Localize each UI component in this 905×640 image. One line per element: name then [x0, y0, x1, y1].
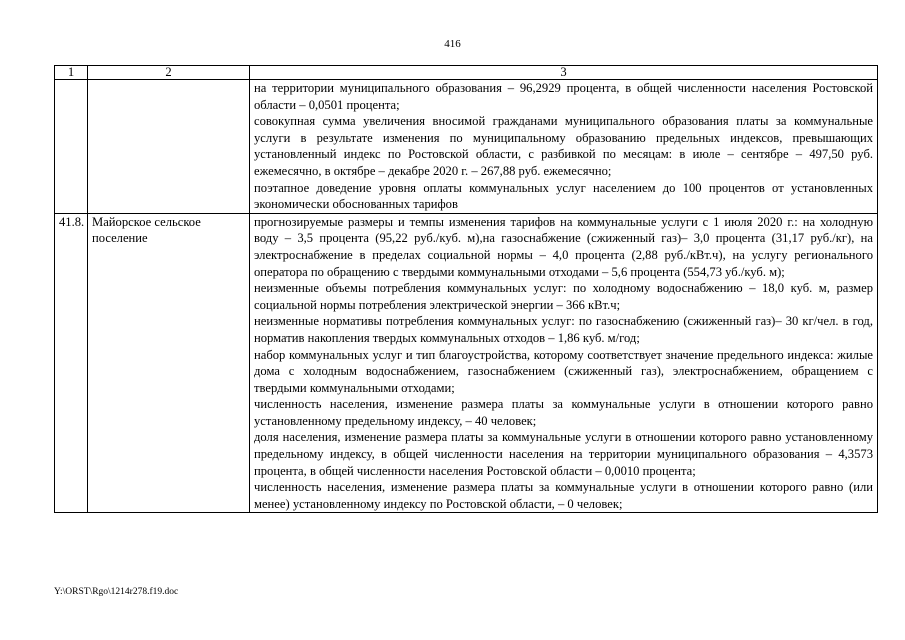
column-header-2: 2	[88, 66, 250, 80]
content-paragraph: численность населения, изменение размера платы за коммунальные услуги в отношении которого равно (или менее) установленному индексу по Ростовской области, – 0 человек;	[254, 480, 873, 511]
content-paragraph: доля населения, изменение размера платы за коммунальные услуги в отношении которого равно установленному предельному индексу, в общей численности населения на территории муниципального образования – 4,3573 процента, в общей численности населения Ростовской области – 0,0010 процента;	[254, 430, 873, 478]
table-header-row	[55, 66, 878, 80]
document-table	[54, 65, 878, 513]
row-content-cell	[250, 80, 878, 214]
content-paragraph: набор коммунальных услуг и тип благоустройства, которому соответствует значение предельного индекса: жилые дома с холодным водоснабжением, газоснабжением (сжиженный газ), электроснабжением, обращением с твердыми коммунальными отходами;	[254, 347, 873, 395]
table-row	[55, 80, 878, 214]
row-number-cell	[55, 80, 88, 214]
content-paragraph: на территории муниципального образования – 96,2929 процента, в общей численности населения Ростовской области – 0,0501 процента;	[254, 81, 873, 112]
row-content-cell	[250, 213, 878, 513]
column-header-1: 1	[55, 66, 88, 80]
content-paragraph: неизменные объемы потребления коммунальных услуг: по холодному водоснабжению – 18,0 куб. м, размер социальной нормы потребления электрической энергии – 366 кВт.ч;	[254, 281, 873, 312]
table-row	[55, 213, 878, 513]
column-header-3: 3	[250, 66, 878, 80]
content-paragraph: численность населения, изменение размера платы за коммунальные услуги в отношении которого равно установленному предельному индексу, – 40 человек;	[254, 397, 873, 428]
row-name-cell: Майорское сельское поселение	[88, 213, 250, 513]
content-paragraph: совокупная сумма увеличения вносимой гражданами муниципального образования платы за коммунальные услуги в результате изменения по муниципальному образованию предельных индексов, превышающих установленный индекс по Ростовской области, с разбивкой по месяцам: в июле – сентябре – 497,50 руб. ежемесячно, в октябре – декабре 2020 г. – 267,88 руб. ежемесячно;	[254, 114, 873, 178]
row-number-cell: 41.8.	[55, 213, 88, 513]
footer-file-path: Y:\ORST\Rgo\1214r278.f19.doc	[54, 587, 179, 597]
content-paragraph: прогнозируемые размеры и темпы изменения тарифов на коммунальные услуги с 1 июля 2020 г.: на холодную воду – 3,5 процента (95,22 руб./куб. м),на газоснабжение (сжиженный газ)– 3,0 процента (31,17 руб./кг), на электроснабжение в пределах социальной нормы – 4,0 процента (2,88 руб./кВт.ч), на услугу регионального оператора по обращению с твердыми коммунальными отходами – 5,6 процента (554,73 уб./куб. м);	[254, 214, 873, 279]
row-name-cell	[88, 80, 250, 214]
page-number: 416	[444, 38, 461, 50]
content-paragraph: поэтапное доведение уровня оплаты коммунальных услуг населением до 100 процентов от установленных экономически обоснованных тарифов	[254, 180, 873, 212]
content-paragraph: неизменные нормативы потребления коммунальных услуг: по газоснабжению (сжиженный газ)– 30 кг/чел. в год, норматив накопления твердых коммунальных отходов – 1,86 куб. м/год;	[254, 314, 873, 345]
